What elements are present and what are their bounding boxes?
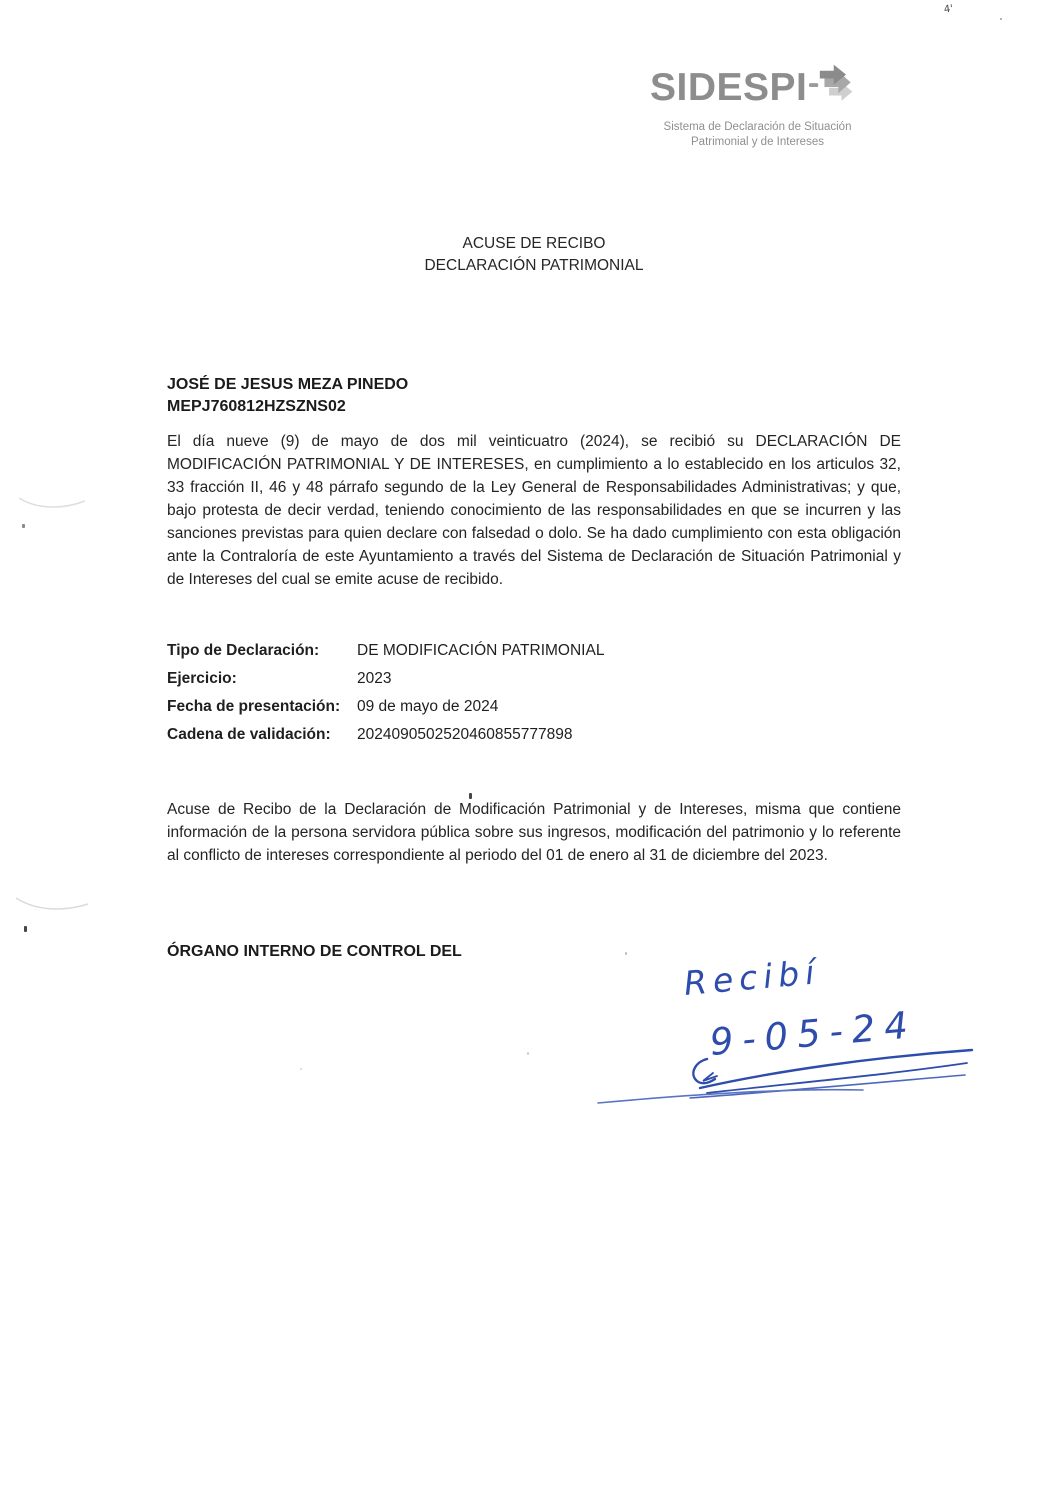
scan-artifact-left-curve-2 — [12, 894, 92, 918]
field-value-fecha: 09 de mayo de 2024 — [357, 698, 499, 715]
sidespi-logo — [650, 58, 865, 150]
declaration-fields — [167, 642, 604, 754]
field-label-fecha: Fecha de presentación: — [167, 698, 341, 715]
handwritten-recibi-text: Recibí — [682, 952, 822, 1003]
scan-artifact-dot-low — [300, 1068, 302, 1070]
scan-artifact-left-dot-2 — [24, 926, 27, 932]
declarant-curp: MEPJ760812HZSZNS02 — [167, 398, 346, 415]
handwritten-receipt-note — [595, 945, 995, 1120]
scan-artifact-left-curve-1 — [16, 494, 88, 516]
scan-artifact-paragraph-tick — [469, 793, 472, 799]
declarant-block — [167, 374, 408, 418]
scan-artifact-left-dot-1 — [22, 524, 25, 528]
field-value-tipo: DE MODIFICACIÓN PATRIMONIAL — [357, 642, 605, 659]
title-line-2: DECLARACIÓN PATRIMONIAL — [424, 257, 644, 274]
sidespi-logo-row — [650, 58, 865, 116]
handwritten-date-text: 9-05-24 — [708, 1003, 919, 1064]
field-label-tipo: Tipo de Declaración: — [167, 642, 320, 659]
scan-artifact-dot-near-note — [625, 952, 627, 955]
signature-bottom-stroke — [598, 1090, 863, 1103]
sidespi-tagline-line-1: Sistema de Declaración de Situación — [663, 121, 852, 133]
title-line-1: ACUSE DE RECIBO — [462, 235, 606, 252]
field-row-fecha — [167, 698, 604, 726]
scan-artifact-top-right-dot — [1000, 18, 1002, 20]
declarant-name: JOSÉ DE JESUS MEZA PINEDO — [167, 376, 409, 393]
receipt-paragraph: El día nueve (9) de mayo de dos mil veinticuatro (2024), se recibió su DECLARACIÓN DE MODIFICACIÓN PATRIMONIAL Y DE INTERESES, en cumplimiento a lo establecido en los articulos 32, 33 fracción II, 46 y 48 párrafo segundo de la Ley General de Responsabilidades Administrativas; y que, bajo protesta de decir verdad, teniendo conocimiento de las responsabilidades en que se incurren y las sanciones previstas para quien declare con falsedad o dolo. Se ha dado cumplimiento con esta obligación ante la Contraloría de este Ayuntamiento a través del Sistema de Declaración de Situación Patrimonial y de Intereses del cual se emite acuse de recibido. — [167, 433, 901, 588]
field-row-ejercicio — [167, 670, 604, 698]
scan-artifact-dot-mid — [527, 1052, 529, 1055]
sidespi-tagline — [650, 120, 865, 150]
sidespi-double-arrow-icon — [809, 58, 865, 116]
organo-interno-heading: ÓRGANO INTERNO DE CONTROL DEL — [167, 943, 462, 960]
summary-paragraph: Acuse de Recibo de la Declaración de Modificación Patrimonial y de Intereses, misma que contiene información de la persona servidora pública sobre sus ingresos, modificación del patrimonio y lo referente al conflicto de intereses correspondiente al periodo del 01 de enero al 31 de diciembre del 2023. — [167, 801, 901, 864]
field-value-cadena: 2024090502520460855777898 — [357, 726, 573, 743]
sidespi-tagline-line-2: Patrimonial y de Intereses — [691, 136, 824, 148]
scan-artifact-top-right-mark: 4' — [943, 3, 954, 16]
document-title — [167, 233, 901, 277]
field-label-ejercicio: Ejercicio: — [167, 670, 237, 687]
signature-long-stroke-3 — [690, 1075, 965, 1098]
field-row-cadena — [167, 726, 604, 754]
signature-strokes — [598, 1050, 972, 1103]
sidespi-logo-text: SIDESPI — [650, 65, 808, 109]
field-value-ejercicio: 2023 — [357, 670, 392, 687]
field-row-tipo — [167, 642, 604, 670]
field-label-cadena: Cadena de validación: — [167, 726, 331, 743]
